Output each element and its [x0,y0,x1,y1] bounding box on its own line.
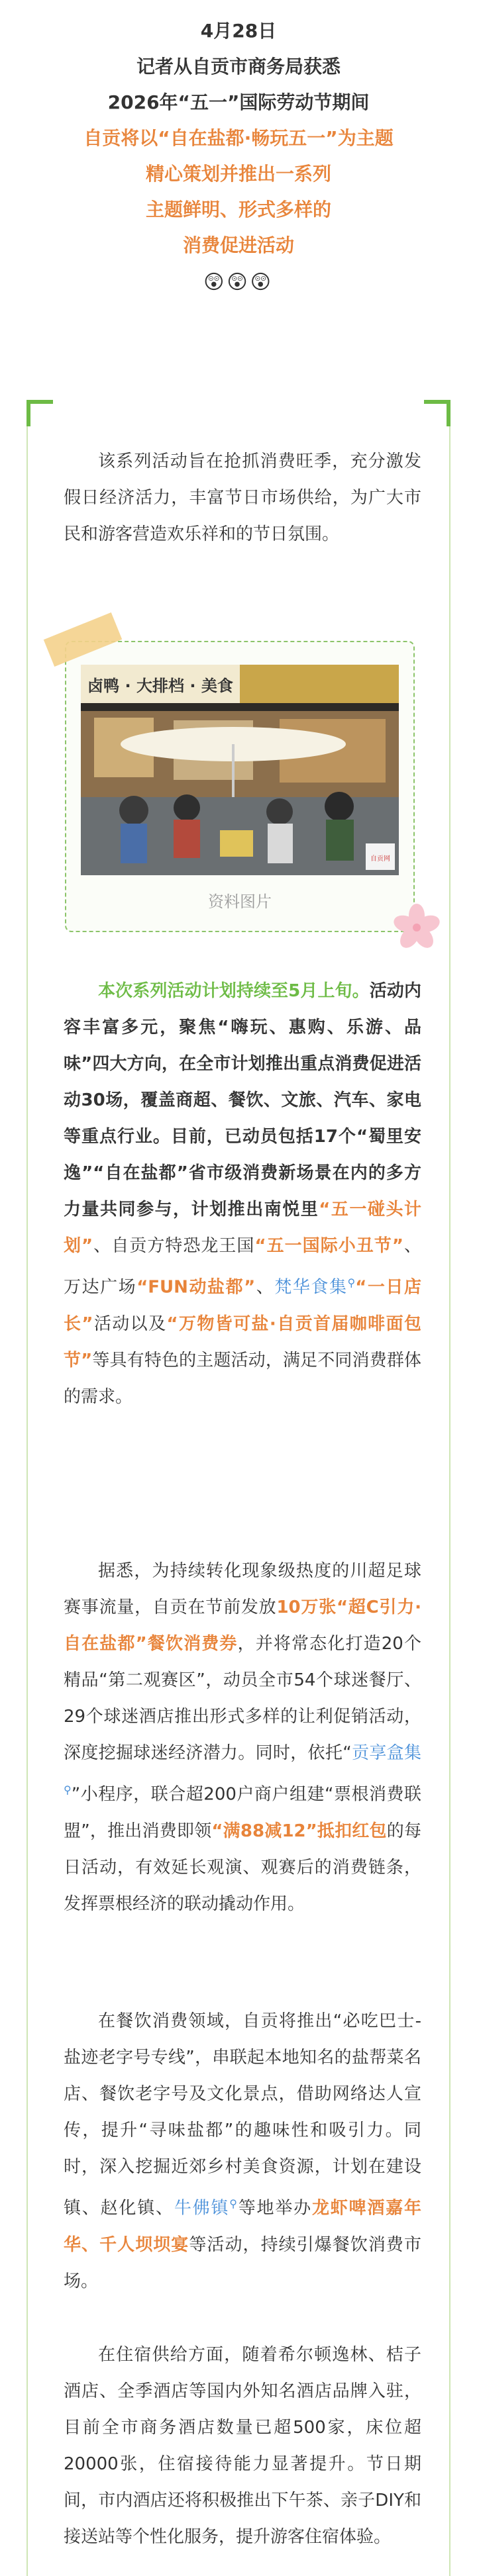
paragraph-3 [64,1553,421,1923]
activity-highlight: “万物皆可盐·自贡首届咖啡面包节” [64,1313,421,1370]
activity-highlight: “五一碰头计划” [64,1200,421,1256]
paragraph-4-wrap [64,2003,421,2300]
paragraph-text: 等活动，持续引爆餐饮消费市场。 [64,2234,421,2291]
search-icon[interactable]: ⚲ [64,1784,72,1796]
activity-highlight: “FUN动盐都” [136,1277,256,1298]
paragraph-2 [64,973,421,1415]
green-highlight: 本次系列活动计划持续至5月上旬。 [98,981,370,1001]
search-link[interactable]: 梵华食集 [274,1277,348,1298]
paragraph-1: 该系列活动旨在抢抓消费旺季，充分激发假日经济活力，丰富节日市场供给，为广大市民和游客营造欢乐祥和的节日氛围。 [64,452,421,544]
paragraph-text: 活动以及 [93,1313,167,1334]
intro-header [0,0,477,302]
coupon-highlight: 10万张“超C引力·自在盐都”餐饮消费券 [64,1598,421,1654]
paragraph-1-wrap [64,444,421,553]
discount-highlight: “满88减12”抵扣红包 [211,1821,387,1841]
search-link[interactable]: 牛佛镇 [174,2198,230,2218]
photo-caption: 资料图片 [208,892,272,911]
paragraph-3-wrap [64,1553,421,1923]
photo-logo-text: 自贡网 [370,855,390,863]
activity-highlight: “五一国际小丑节” [254,1236,403,1256]
shop-sign-text: 卤鸭 · 大排档 · 美食 [87,677,233,695]
paragraph-4 [64,2003,421,2300]
activity-highlight: “一日店长” [64,1277,421,1334]
search-link[interactable]: 贡享盒集 [351,1743,421,1763]
intro-line-5: 主题鲜明、形式多样的 [145,199,331,220]
surprised-face-emoji-icon: 😲😲😲 [203,271,274,294]
paragraph-text: 等具有特色的主题活动，满足不同消费群体的需求。 [64,1350,421,1407]
paragraph-text: 、万达广场 [64,1236,421,1298]
intro-date: 4月28日 [200,20,277,42]
paragraph-text: 等地举办 [237,2198,312,2218]
article-card [26,400,450,2576]
intro-line-1: 记者从自贡市商务局获悉 [136,56,341,77]
corner-decoration [26,400,53,426]
paragraph-5-wrap [64,2337,421,2555]
intro-line-6: 消费促进活动 [182,234,294,256]
event-highlight: 龙虾啤酒嘉年华、千人坝坝宴 [64,2198,421,2255]
cherry-blossom-icon [391,902,443,953]
paragraph-text: ，并将常态化打造20个精品“第二观赛区”，动员全市54个球迷餐厅、29个球迷酒店推出形式多样的让利促销活动，深度挖掘球迷经济潜力。同时，依托“ [64,1634,421,1763]
photo-frame [65,641,415,932]
paragraph-2-wrap [64,973,421,1415]
search-icon[interactable]: ⚲ [229,2197,237,2210]
street-restaurant-photo[interactable] [81,665,399,875]
intro-theme-line: 自贡将以“自在盐都·畅玩五一”为主题 [83,127,394,149]
paragraph-text: 在餐饮消费领域，自贡将推出“必吃巴士-盐迹老字号专线”，串联起本地知名的盐帮菜名店、餐饮老字号及文化景点，借助网络达人宣传，提升“寻味盐都”的趣味性和吸引力。同时，深入挖掘近郊乡村美食资源，计划在建设镇、赵化镇、 [64,2011,421,2218]
paragraph-text: 活动内容丰富多元，聚焦“嗨玩、惠购、乐游、品味”四大方向，在全市计划推出重点消费促进活动30场，覆盖商超、餐饮、文旅、汽车、家电等重点行业。目前，已动员包括17个“蜀里安逸”“自在盐都”省市级消费新场景在内的多方力量共同参与，计划推出南悦里 [64,981,421,1219]
paragraph-text: 、 [255,1277,275,1298]
paragraph-text: 的每日活动，有效延长观演、观赛后的消费链条，发挥票根经济的联动撬动作用。 [64,1821,421,1914]
intro-line-4: 精心策划并推出一系列 [145,163,331,185]
paragraph-5: 在住宿供给方面，随着希尔顿逸林、桔子酒店、全季酒店等国内外知名酒店品牌入驻，目前全市商务酒店数量已超500家，床位超20000张，住宿接待能力显著提升。节日期间，市内酒店还将积极推出下午茶、亲子DIY和接送站等个性化服务，提升游客住宿体验。 [64,2345,421,2547]
paragraph-text: 、自贡方特恐龙王国 [93,1236,255,1256]
paragraph-text: ”小程序，联合超200户商户组建“票根消费联盟”，推出消费即领 [64,1784,421,1841]
corner-decoration [424,400,450,426]
street-scene-illustration [81,665,399,875]
paragraph-text: 据悉，为持续转化现象级热度的川超足球赛事流量，自贡在节前发放 [64,1561,421,1617]
tape-decoration [44,612,122,667]
intro-line-2: 2026年“五一”国际劳动节期间 [107,91,370,113]
search-icon[interactable]: ⚲ [347,1276,356,1289]
